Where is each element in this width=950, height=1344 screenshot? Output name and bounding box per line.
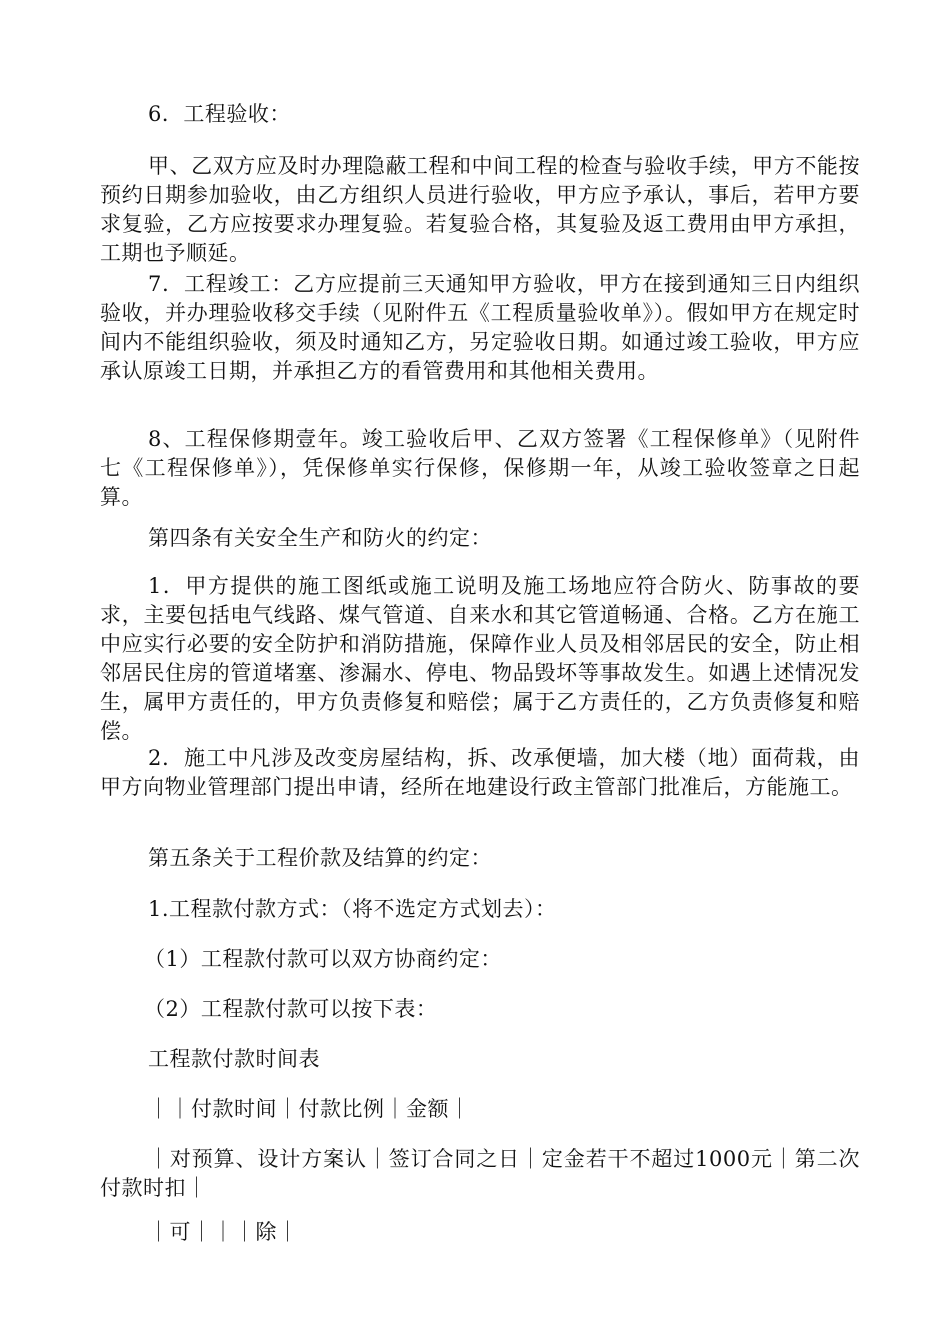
table-row-header: ｜｜付款时间｜付款比例｜金额｜ <box>148 1097 471 1121</box>
paragraph-safety-fire: 1．甲方提供的施工图纸或施工说明及施工场地应符合防火、防事故的要求，主要包括电气线路、煤气管道、自来水和其它管道畅通、合格。乙方在施工中应实行必要的安全防护和消防措施，保障作业人员及相邻居民的安全，防止相邻居民住房的管道堵塞、渗漏水、停电、物品毁坏等事故发生。如遇上述情况发生，属甲方责任的，甲方负责修复和赔偿；属于乙方责任的，乙方负责修复和赔偿。 <box>100 574 860 743</box>
payment-schedule-title: 工程款付款时间表 <box>148 1047 320 1071</box>
table-row-2: ｜可｜｜｜除｜ <box>148 1220 299 1244</box>
payment-method-heading: 1.工程款付款方式：（将不选定方式划去）： <box>148 897 557 921</box>
section-heading-acceptance: 6．工程验收： <box>148 102 291 126</box>
article-heading-payment: 第五条关于工程价款及结算的约定： <box>148 846 492 870</box>
table-row-1: ｜对预算、设计方案认｜签订合同之日｜定金若干不超过1000元｜第二次付款时扣｜ <box>100 1147 860 1200</box>
payment-option-1: （1）工程款付款可以双方协商约定： <box>144 947 502 971</box>
paragraph-warranty: 8、工程保修期壹年。竣工验收后甲、乙双方签署《工程保修单》（见附件七《工程保修单》），凭保修单实行保修，保修期一年，从竣工验收签章之日起算。 <box>100 427 860 509</box>
article-heading-safety: 第四条有关安全生产和防火的约定： <box>148 526 492 550</box>
payment-option-2: （2）工程款付款可以按下表： <box>144 997 438 1021</box>
paragraph-completion: 7．工程竣工：乙方应提前三天通知甲方验收，甲方在接到通知三日内组织验收，并办理验收移交手续（见附件五《工程质量验收单》）。假如甲方在规定时间内不能组织验收，须及时通知乙方，另定验收日期。如通过竣工验收，甲方应承认原竣工日期，并承担乙方的看管费用和其他相关费用。 <box>100 272 860 383</box>
paragraph-structure-change: 2．施工中凡涉及改变房屋结构，拆、改承便墙，加大楼（地）面荷栽，由甲方向物业管理部门提出申请，经所在地建设行政主管部门批准后，方能施工。 <box>100 746 860 799</box>
paragraph-acceptance-procedure: 甲、乙双方应及时办理隐蔽工程和中间工程的检查与验收手续，甲方不能按预约日期参加验收，由乙方组织人员进行验收，甲方应予承认，事后，若甲方要求复验，乙方应按要求办理复验。若复验合格，其复验及返工费用由甲方承担，工期也予顺延。 <box>100 154 860 265</box>
